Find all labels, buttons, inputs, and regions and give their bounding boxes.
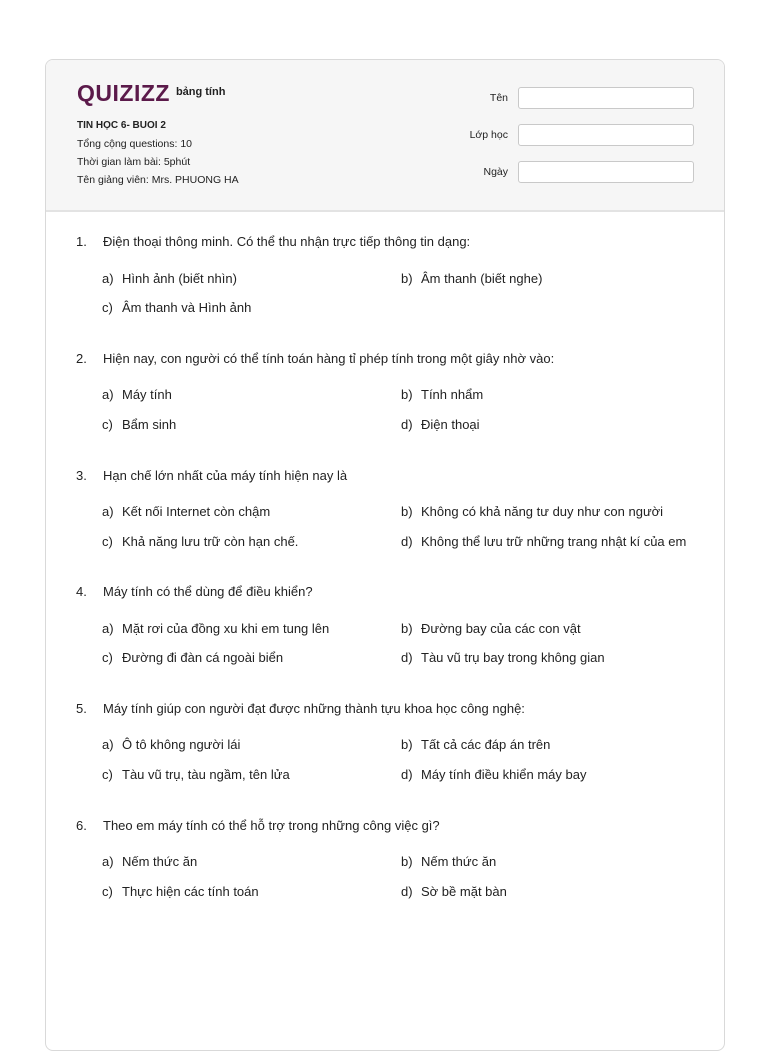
question-2 (76, 351, 554, 366)
question-text: Điện thoại thông minh. Có thể thu nhận trực tiếp thông tin dạng: (103, 234, 471, 249)
worksheet-page (45, 59, 725, 1051)
question-number: 5. (76, 701, 87, 716)
option-6b: b) Nếm thức ăn (401, 854, 497, 869)
quizizz-logo: QUIZIZZ (77, 80, 170, 106)
option-2d: d) Điện thoại (401, 417, 480, 432)
option-3b: b) Không có khả năng tư duy như con người (401, 504, 664, 519)
option-4b: b) Đường bay của các con vật (401, 621, 581, 636)
class-field[interactable] (518, 124, 694, 146)
question-3 (76, 468, 347, 483)
question-number: 6. (76, 818, 87, 833)
name-field[interactable] (518, 87, 694, 109)
teacher-name: Tên giảng viên: Mrs. PHUONG HA (77, 174, 239, 186)
option-1a: a) Hình ảnh (biết nhìn) (102, 271, 237, 286)
option-3c: c) Khả năng lưu trữ còn hạn chế. (102, 534, 299, 549)
option-5a: a) Ô tô không người lái (102, 737, 241, 752)
option-6d: d) Sờ bề mặt bàn (401, 884, 507, 899)
option-6a: a) Nếm thức ăn (102, 854, 198, 869)
option-1b: b) Âm thanh (biết nghe) (401, 271, 543, 286)
option-4a: a) Mặt rơi của đồng xu khi em tung lên (102, 621, 330, 636)
question-text: Máy tính có thể dùng để điều khiển? (103, 584, 313, 599)
quiz-title: TIN HỌC 6- BUOI 2 (77, 120, 166, 131)
time-limit: Thời gian làm bài: 5phút (77, 156, 191, 168)
date-field[interactable] (518, 161, 694, 183)
worksheet-type-label: bảng tính (175, 86, 226, 98)
question-4 (76, 584, 313, 599)
option-5d: d) Máy tính điều khiển máy bay (401, 767, 587, 782)
question-number: 4. (76, 584, 87, 599)
question-number: 1. (76, 234, 87, 249)
question-number: 2. (76, 351, 87, 366)
question-6 (76, 818, 440, 833)
question-text: Máy tính giúp con người đạt được những thành tựu khoa học công nghệ: (103, 701, 525, 716)
class-label: Lớp học (469, 129, 508, 141)
question-text: Hiện nay, con người có thể tính toán hàng tỉ phép tính trong một giây nhờ vào: (103, 351, 555, 366)
total-questions: Tổng cộng questions: 10 (77, 138, 192, 150)
worksheet-header (46, 60, 724, 212)
option-2a: a) Máy tính (102, 387, 172, 402)
logo-row (77, 80, 225, 106)
option-4d: d) Tàu vũ trụ bay trong không gian (401, 650, 605, 665)
date-label: Ngày (483, 166, 508, 178)
question-1 (76, 234, 470, 249)
question-5 (76, 701, 525, 716)
option-1c: c) Âm thanh và Hình ảnh (102, 300, 252, 315)
option-2b: b) Tính nhẩm (401, 387, 484, 402)
option-5c: c) Tàu vũ trụ, tàu ngầm, tên lửa (102, 767, 290, 782)
question-text: Theo em máy tính có thể hỗ trợ trong những công việc gì? (103, 818, 440, 833)
option-3a: a) Kết nối Internet còn chậm (102, 504, 271, 519)
option-2c: c) Bẩm sinh (102, 417, 177, 432)
option-5b: b) Tất cả các đáp án trên (401, 737, 551, 752)
question-number: 3. (76, 468, 87, 483)
option-6c: c) Thực hiện các tính toán (102, 884, 259, 899)
option-3d: d) Không thể lưu trữ những trang nhật kí của em (401, 534, 687, 549)
name-label: Tên (489, 92, 508, 104)
option-4c: c) Đường đi đàn cá ngoài biển (102, 650, 284, 665)
question-text: Hạn chế lớn nhất của máy tính hiện nay là (103, 468, 348, 483)
